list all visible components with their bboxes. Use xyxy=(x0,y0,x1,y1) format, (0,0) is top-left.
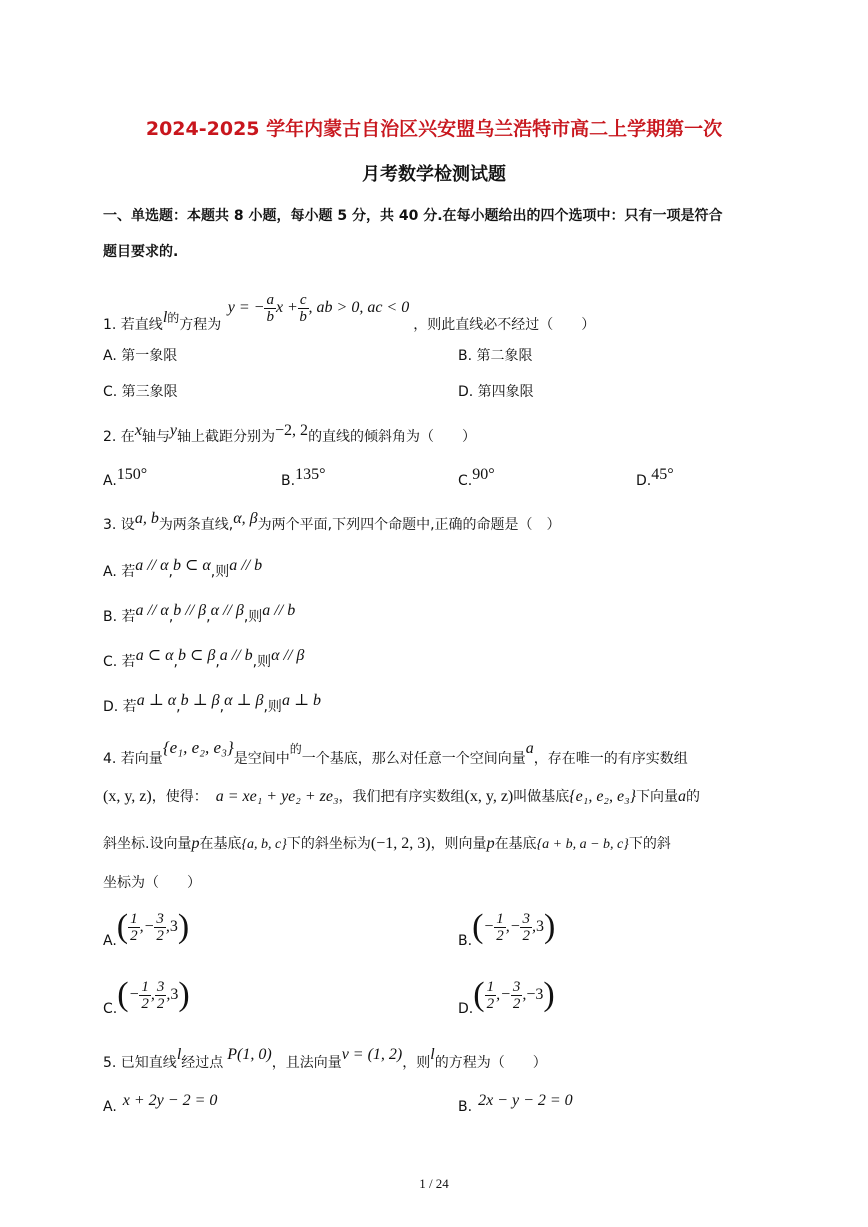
q1-option-d: D. 第四象限 xyxy=(458,384,534,400)
document-title-line1: 2024-2025 学年内蒙古自治区兴安盟乌兰浩特市高二上学期第一次 xyxy=(145,118,723,140)
q3-ab: a, b xyxy=(134,510,159,527)
q4-coord: (−1, 2, 3) xyxy=(370,835,431,852)
q1-eq-a: y = − xyxy=(227,299,265,317)
q5-option-a xyxy=(103,1092,218,1115)
q4c-n1: 1 xyxy=(141,978,149,995)
q4c-n2: 3 xyxy=(156,978,165,995)
q4a-n1: 1 xyxy=(130,910,138,927)
q4-basis3: {a + b, a − b, c} xyxy=(536,837,629,852)
q3d-m3: α ⊥ β xyxy=(224,692,264,709)
q4b-frac2 xyxy=(520,911,532,944)
q4-option-c: C.(− $\frac{1}{2}$ , $\frac{3}{2}$ ,3) xyxy=(103,976,190,1017)
q4-p-2: p xyxy=(486,835,495,852)
q5-p2: 经过点 xyxy=(181,1055,224,1071)
q4b-sign1: − xyxy=(483,918,495,935)
q4c-d1: 2 xyxy=(141,995,149,1012)
q3a-label: A. 若 xyxy=(103,564,136,580)
q3c-m3: a // b xyxy=(219,647,253,664)
q4b-n1: 1 xyxy=(496,910,504,927)
q3d-s1: , xyxy=(176,699,181,715)
q2-option-a xyxy=(103,466,148,489)
q4a-frac2 xyxy=(154,911,166,944)
q1-prefix: 1. 若直线 xyxy=(103,317,163,334)
section-header-line2: 题目要求的. xyxy=(103,244,179,260)
q5a-label: A. xyxy=(103,1099,117,1115)
q4a-n2: 3 xyxy=(156,910,164,927)
q2-p2: 轴与 xyxy=(141,429,170,445)
q5-vector-v: v = (1, 2) xyxy=(341,1046,403,1063)
q5-l: l xyxy=(176,1046,182,1063)
q4-basis2: {a, b, c} xyxy=(241,837,287,852)
q1-frac2-den: b xyxy=(299,309,307,325)
q4-l2-e: 的 xyxy=(686,789,701,805)
q3b-m1: a // α xyxy=(135,602,169,619)
q2-option-c-label: C. xyxy=(458,473,473,489)
q2-option-b xyxy=(281,466,326,489)
question-4-line2 xyxy=(103,786,700,806)
q3-alpha-beta: α, β xyxy=(233,510,258,527)
q4b-tail: 3 xyxy=(535,918,544,935)
page-number: 1 / 24 xyxy=(419,1176,449,1191)
q1-option-c: C. 第三象限 xyxy=(103,384,178,400)
q2-values: −2, 2 xyxy=(275,422,309,439)
q1-frac-c-over-b xyxy=(298,292,309,325)
q4-xyz-2: (x, y, z) xyxy=(464,788,514,805)
q3b-s1: , xyxy=(168,609,174,625)
q4d-label: D. xyxy=(458,1001,474,1017)
q4c-frac2 xyxy=(155,979,167,1012)
q4-l3-d: ，则向量 xyxy=(430,836,487,852)
question-4-line4: 坐标为（ ） xyxy=(103,875,201,891)
q3-option-a xyxy=(103,555,263,580)
q3a-m3: a // b xyxy=(229,557,263,574)
q4d-frac2 xyxy=(511,979,523,1012)
q4-l2-c: 叫做基底 xyxy=(513,789,570,805)
q3-p2: 为两条直线, xyxy=(158,517,234,533)
q4-l3-b: 在基底 xyxy=(199,836,242,852)
q4-vec-a: a xyxy=(525,740,534,757)
q4c-frac1 xyxy=(139,979,151,1012)
q3d-s2: , xyxy=(219,699,225,715)
q1-equation xyxy=(227,292,413,325)
q5a-equation: x + 2y − 2 = 0 xyxy=(122,1092,218,1109)
q3d-label: D. 若 xyxy=(103,699,137,715)
q3a-m1: a // α xyxy=(135,557,169,574)
q2-option-c-value: 90° xyxy=(472,466,495,483)
q4d-n1: 1 xyxy=(486,978,495,995)
q4-option-d: D.( $\frac{1}{2}$ ,− $\frac{3}{2}$ ,−3) xyxy=(458,976,555,1017)
q3c-m1: a ⊂ α xyxy=(135,647,174,664)
q5b-label: B. xyxy=(458,1099,473,1115)
question-4-line1 xyxy=(103,738,688,767)
q3a-s1: , xyxy=(168,564,173,580)
q4d-n2: 3 xyxy=(512,978,521,995)
q3c-m4: α // β xyxy=(271,647,305,664)
q3c-s3: ,则 xyxy=(252,654,272,670)
q4b-d2: 2 xyxy=(522,927,530,944)
q4d-d1: 2 xyxy=(486,995,495,1012)
q1-eq-c: , ab > 0, ac < 0 xyxy=(308,299,410,317)
q2-p1: 2. 在 xyxy=(103,429,135,445)
q5-option-b xyxy=(458,1092,573,1115)
q2-p3: 轴上截距分别为 xyxy=(177,429,276,445)
q1-de: 的 xyxy=(167,311,180,326)
q4a-tail: 3 xyxy=(169,918,178,935)
q4-l3-a: 斜坐标.设向量 xyxy=(103,836,192,852)
q3b-s2: , xyxy=(206,609,211,625)
q1-mid: 方程为 xyxy=(179,317,222,334)
q3-p1: 3. 设 xyxy=(103,517,135,533)
q4-l1-c: 的 xyxy=(289,742,302,756)
q4-p: p xyxy=(191,835,200,852)
q3-option-b xyxy=(103,600,296,625)
q4-l3-c: 下的斜坐标为 xyxy=(286,836,371,852)
question-5 xyxy=(103,1044,547,1071)
q3-option-d xyxy=(103,690,321,715)
question-1 xyxy=(103,292,596,334)
q4-l1-e: ，存在唯一的有序实数组 xyxy=(533,751,688,767)
q3c-m2: b ⊂ β xyxy=(177,647,216,664)
q3a-m2: b ⊂ α xyxy=(172,557,211,574)
question-3 xyxy=(103,508,561,533)
q3-option-c xyxy=(103,645,305,670)
q3b-m4: a // b xyxy=(262,602,296,619)
q1-frac-a-over-b xyxy=(264,292,276,325)
q4c-tail: 3 xyxy=(170,986,179,1003)
q4-option-a: A.( $\frac{1}{2}$ ,− $\frac{3}{2}$ ,3) xyxy=(103,908,190,949)
q4c-label: C. xyxy=(103,1001,118,1017)
q4b-label: B. xyxy=(458,933,473,949)
q3d-m4: a ⊥ b xyxy=(281,692,321,709)
document-title-line2: 月考数学检测试题 xyxy=(362,164,506,185)
q4b-frac1 xyxy=(494,911,506,944)
q4-l2-b: ，我们把有序实数组 xyxy=(338,789,465,805)
q4-equation: a = xe₁ + ye₂ + ze₃ xyxy=(215,788,339,805)
q4-basis: {e₁, e₂, e₃} xyxy=(162,738,234,757)
q4b-n2: 3 xyxy=(522,910,530,927)
q1-frac2-num: c xyxy=(299,292,307,308)
q2-x: x xyxy=(134,422,142,439)
question-2 xyxy=(103,420,477,445)
q1-l: l xyxy=(162,309,168,327)
q4a-d2: 2 xyxy=(156,927,164,944)
q3a-s2: ,则 xyxy=(210,564,230,580)
q4-xyz: (x, y, z) xyxy=(103,788,152,805)
q4-l2-d: 下向量 xyxy=(636,789,679,805)
q4-l3-f: 下的斜 xyxy=(628,836,671,852)
q5-p3: ，且法向量 xyxy=(271,1055,342,1071)
q4a-label: A. xyxy=(103,933,117,949)
q4-l1-d: 一个基底，那么对任意一个空间向量 xyxy=(301,751,526,767)
section-header-line1: 一、单选题：本题共 8 小题，每小题 5 分，共 40 分.在每小题给出的四个选项中：只有一项是符合 xyxy=(103,208,723,224)
q3d-s3: ,则 xyxy=(263,699,282,715)
q3c-s1: , xyxy=(173,654,178,670)
q1-frac1-num: a xyxy=(266,292,274,308)
q2-option-b-value: 135° xyxy=(295,466,326,483)
q5-p5: 的方程为（ ） xyxy=(434,1055,547,1071)
q3d-m1: a ⊥ α xyxy=(136,692,177,709)
q4d-frac1 xyxy=(485,979,497,1012)
q3c-s2: , xyxy=(215,654,220,670)
q4c-sign1: − xyxy=(128,986,140,1003)
q3-p3: 为两个平面,下列四个命题中,正确的命题是（ ） xyxy=(257,517,561,533)
q1-option-b: B. 第二象限 xyxy=(458,348,533,364)
q4a-sign2: − xyxy=(143,918,155,935)
q2-option-c xyxy=(458,466,495,489)
q4d-d2: 2 xyxy=(512,995,521,1012)
q1-suffix: ，则此直线必不经过（ ） xyxy=(413,317,596,334)
q3b-label: B. 若 xyxy=(103,609,136,625)
q3d-m2: b ⊥ β xyxy=(180,692,220,709)
q4-basis-2: {e₁, e₂, e₃} xyxy=(569,788,637,805)
q5-l-2: l xyxy=(430,1046,435,1063)
q4-vec-a-2: a xyxy=(678,788,687,805)
q2-y: y xyxy=(169,422,178,439)
q2-option-a-value: 150° xyxy=(116,466,148,483)
q3c-label: C. 若 xyxy=(103,654,136,670)
q2-option-b-label: B. xyxy=(281,473,296,489)
q4-l1-a: 4. 若向量 xyxy=(103,751,163,767)
q3b-m2: b // β xyxy=(173,602,207,619)
q5-p4: ，则 xyxy=(402,1055,431,1071)
q4a-frac1 xyxy=(128,911,140,944)
q4d-tail: −3 xyxy=(526,986,544,1003)
q3b-s3: ,则 xyxy=(243,609,263,625)
q4d-sign2: − xyxy=(500,986,511,1003)
q4-l3-e: 在基底 xyxy=(494,836,537,852)
q1-option-a: A. 第一象限 xyxy=(103,348,178,364)
q4-l2-a: ，使得： xyxy=(151,789,208,805)
q4b-d1: 2 xyxy=(496,927,504,944)
q2-option-d-value: 45° xyxy=(651,466,674,483)
q2-option-a-label: A. xyxy=(103,473,117,489)
q5-p1: 5. 已知直线 xyxy=(103,1055,177,1071)
q3b-m3: α // β xyxy=(210,602,244,619)
q5-point-p: P(1, 0) xyxy=(227,1046,272,1063)
q2-option-d-label: D. xyxy=(636,473,652,489)
q4b-sign2: − xyxy=(509,918,521,935)
q5b-equation: 2x − y − 2 = 0 xyxy=(478,1092,573,1109)
q1-eq-b: x + xyxy=(275,299,298,317)
q4c-d2: 2 xyxy=(156,995,165,1012)
q4a-d1: 2 xyxy=(130,927,138,944)
q4-l1-b: 是空间中 xyxy=(233,751,290,767)
q1-frac1-den: b xyxy=(266,309,274,325)
question-4-line3 xyxy=(103,833,671,853)
q2-p4: 的直线的倾斜角为（ ） xyxy=(308,429,477,445)
q2-option-d xyxy=(636,466,674,489)
q4-option-b: B.(− $\frac{1}{2}$ ,− $\frac{3}{2}$ ,3) xyxy=(458,908,556,949)
